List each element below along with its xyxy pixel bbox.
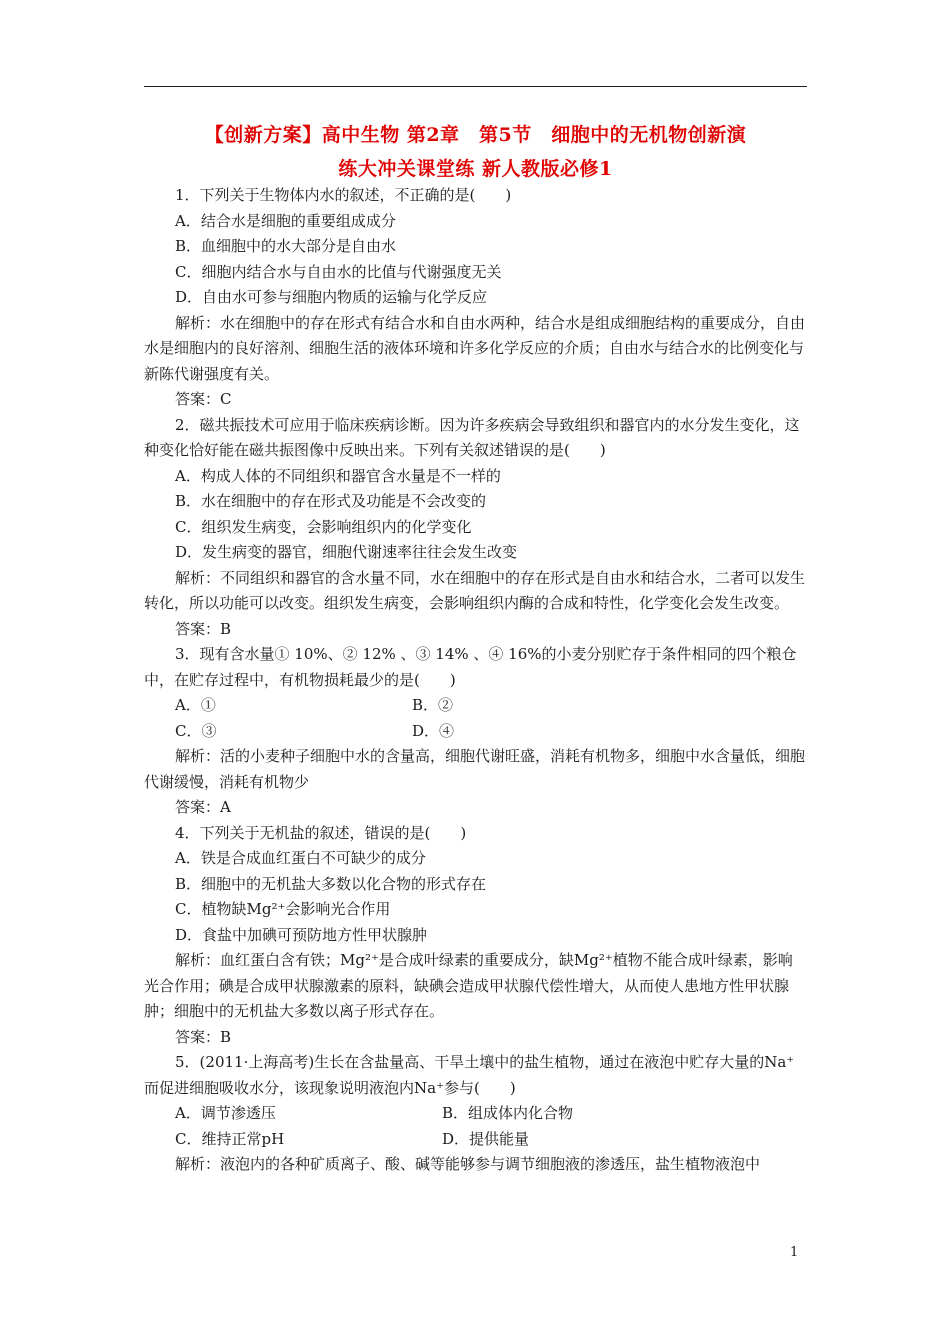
document-body <box>144 183 807 1178</box>
question-2-option-d: D．发生病变的器官，细胞代谢速率往往会发生改变 <box>175 543 518 561</box>
question-4-option-a: A．铁是合成血红蛋白不可缺少的成分 <box>175 849 426 867</box>
title-line-2: 练大冲关课堂练 新人教版必修1 <box>338 158 613 180</box>
question-2-option-b: B．水在细胞中的存在形式及功能是不会改变的 <box>175 492 487 510</box>
question-5-stem: 5．(2011·上海高考)生长在含盐量高、干旱土壤中的盐生植物，通过在液泡中贮存大量的Na⁺而促进细胞吸收水分，该现象说明液泡内Na⁺参与( ) <box>144 1053 795 1097</box>
question-5-option-c: C．维持正常pH <box>175 1129 285 1148</box>
question-3-options-row-2 <box>144 719 807 745</box>
question-1-stem: 1．下列关于生物体内水的叙述，不正确的是( ) <box>175 186 512 204</box>
question-2-stem: 2．磁共振技术可应用于临床疾病诊断。因为许多疾病会导致组织和器官内的水分发生变化，这种变化恰好能在磁共振图像中反映出来。下列有关叙述错误的是( ) <box>144 415 800 459</box>
question-3-option-d: D．④ <box>412 721 455 740</box>
question-5-analysis: 解析：液泡内的各种矿质离子、酸、碱等能够参与调节细胞液的渗透压，盐生植物液泡中 <box>175 1155 761 1173</box>
question-4-option-b: B．细胞中的无机盐大多数以化合物的形式存在 <box>175 874 487 893</box>
question-2-answer: 答案：B <box>175 619 232 638</box>
question-2-option-a: A．构成人体的不同组织和器官含水量是不一样的 <box>175 466 501 485</box>
question-4-option-c: C．植物缺Mg²⁺会影响光合作用 <box>175 900 391 918</box>
question-5-options-row-1 <box>144 1101 807 1127</box>
question-4-stem: 4．下列关于无机盐的叙述，错误的是( ) <box>175 823 467 842</box>
question-5-option-d: D．提供能量 <box>442 1129 530 1148</box>
question-2-analysis: 解析：不同组织和器官的含水量不同，水在细胞中的存在形式是自由水和结合水，二者可以发生转化，所以功能可以改变。组织发生病变，会影响组织内酶的合成和特性，化学变化会发生改变。 <box>144 568 806 612</box>
title-line-1: 【创新方案】高中生物 第2章 第5节 细胞中的无机物创新演 <box>204 124 747 146</box>
question-1-option-c: C．细胞内结合水与自由水的比值与代谢强度无关 <box>175 262 502 281</box>
question-3-options-row-1 <box>144 693 807 719</box>
question-1-analysis: 解析：水在细胞中的存在形式有结合水和自由水两种，结合水是组成细胞结构的重要成分，自由水是细胞内的良好溶剂、细胞生活的液体环境和许多化学反应的介质；自由水与结合水的比例变化与新陈代谢强度有关。 <box>144 313 806 383</box>
question-3-analysis: 解析：活的小麦种子细胞中水的含量高，细胞代谢旺盛，消耗有机物多，细胞中水含量低，细胞代谢缓慢，消耗有机物少 <box>144 747 806 791</box>
question-3-option-a: A．① <box>175 696 216 714</box>
question-2-option-c: C．组织发生病变，会影响组织内的化学变化 <box>175 517 472 536</box>
question-5-options-row-2 <box>144 1127 807 1153</box>
document-title <box>144 118 807 186</box>
question-1-option-a: A．结合水是细胞的重要组成成分 <box>175 211 396 230</box>
question-3-answer: 答案：A <box>175 798 231 816</box>
question-3-option-c: C．③ <box>175 721 217 740</box>
question-4-analysis: 解析：血红蛋白含有铁；Mg²⁺是合成叶绿素的重要成分，缺Mg²⁺植物不能合成叶绿素，影响光合作用；碘是合成甲状腺激素的原料，缺碘会造成甲状腺代偿性增大，从而使人患地方性甲状腺肿；细胞中的无机盐大多数以离子形式存在。 <box>144 951 793 1020</box>
question-3-option-b: B．② <box>412 696 454 714</box>
question-1-option-b: B．血细胞中的水大部分是自由水 <box>175 237 397 255</box>
question-4-answer: 答案：B <box>175 1027 232 1046</box>
question-1-answer: 答案：C <box>175 390 232 408</box>
page-number: 1 <box>790 1245 799 1260</box>
question-5-option-a: A．调节渗透压 <box>175 1104 276 1122</box>
question-1-option-d: D．自由水可参与细胞内物质的运输与化学反应 <box>175 288 488 306</box>
question-5-option-b: B．组成体内化合物 <box>442 1104 574 1122</box>
header-rule <box>144 86 807 87</box>
question-3-stem: 3．现有含水量① 10%、② 12% 、③ 14% 、④ 16%的小麦分别贮存于条件相同的四个粮仓中，在贮存过程中，有机物损耗最少的是( ) <box>144 645 797 689</box>
question-4-option-d: D．食盐中加碘可预防地方性甲状腺肿 <box>175 925 428 944</box>
